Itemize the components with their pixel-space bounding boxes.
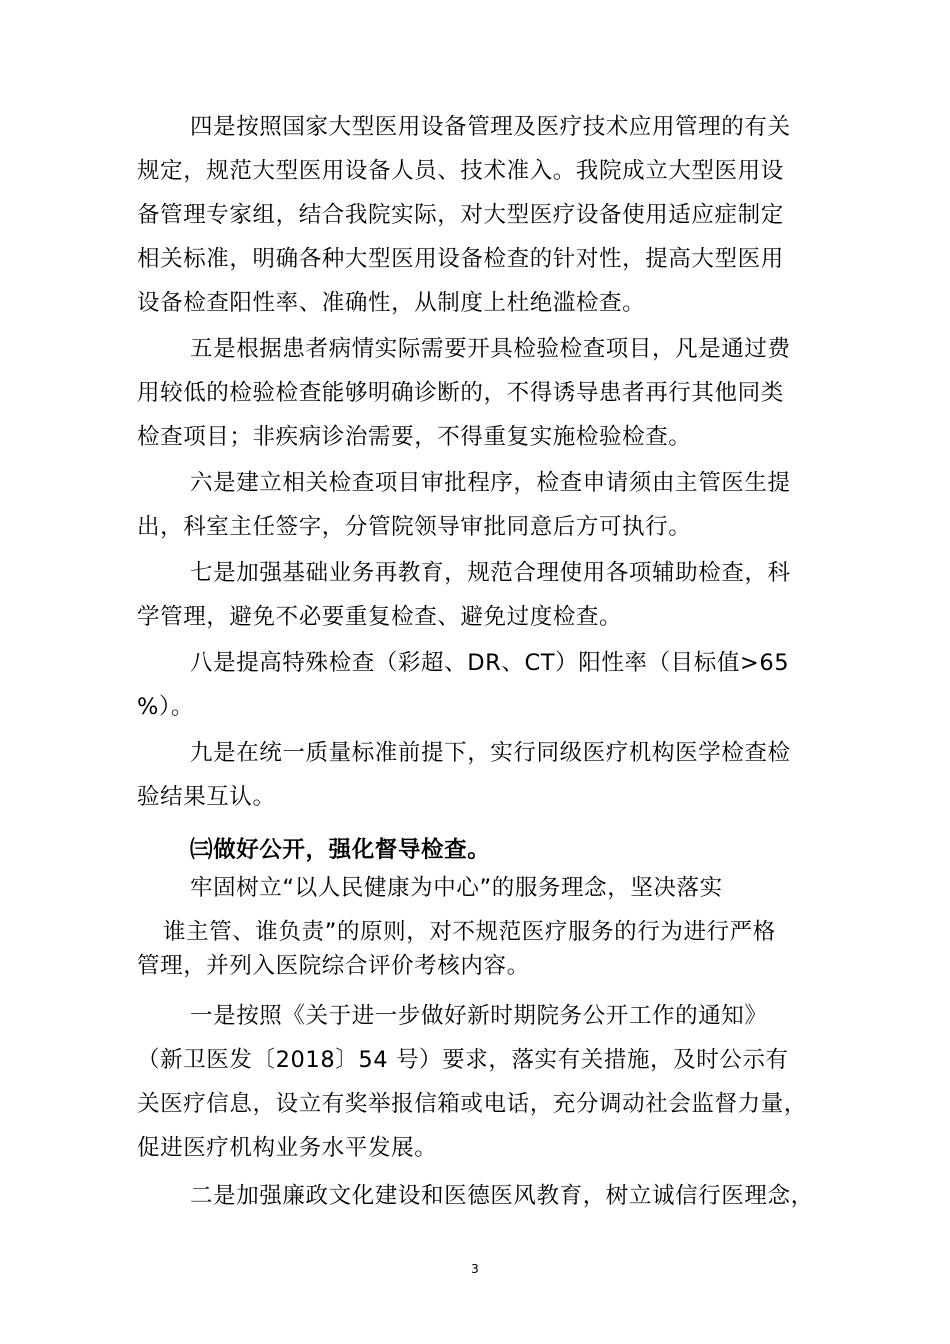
text-line: 学管理，避免不必要重复检查、避免过度检查。: [137, 604, 623, 630]
text-line: 五是根据患者病情实际需要开具检验检查项目，凡是通过费: [190, 336, 791, 362]
text-line: 二是加强廉政文化建设和医德医风教育，树立诚信行医理念，: [190, 1183, 814, 1209]
text-line: 九是在统一质量标准前提下，实行同级医疗机构医学检查检: [190, 740, 791, 766]
text-line: 验结果互认。: [137, 784, 276, 810]
text-line: 相关标准，明确各种大型医用设备检查的针对性，提高大型医用: [137, 246, 784, 272]
text-line: 谁主管、谁负责”的原则，对不规范医疗服务的行为进行严格: [163, 919, 776, 945]
text-line: 七是加强基础业务再教育，规范合理使用各项辅助检查，科: [190, 560, 791, 586]
text-line: 用较低的检验检查能够明确诊断的，不得诱导患者再行其他同类: [137, 380, 784, 406]
text-line: 规定，规范大型医用设备人员、技术准入。我院成立大型医用设: [137, 158, 784, 184]
text-line: 出，科室主任签字，分管院领导审批同意后方可执行。: [137, 514, 692, 540]
page-number: 3: [471, 1262, 479, 1276]
text-line: 管理，并列入医院综合评价考核内容。: [137, 953, 530, 979]
text-line: 设备检查阳性率、准确性，从制度上杜绝滥检查。: [137, 290, 646, 316]
text-line: 八是提高特殊检查（彩超、DR、CT）阳性率（目标值>65: [190, 650, 790, 676]
text-line: 一是按照《关于进一步做好新时期院务公开工作的通知》: [190, 1003, 768, 1029]
text-line: %）。: [137, 694, 194, 720]
text-line: 牢固树立“以人民健康为中心”的服务理念，坚决落实: [190, 875, 723, 901]
text-line: 促进医疗机构业务水平发展。: [137, 1135, 438, 1161]
text-line: 关医疗信息，设立有奖举报信箱或电话，充分调动社会监督力量，: [137, 1091, 807, 1117]
text-line: 四是按照国家大型医用设备管理及医疗技术应用管理的有关: [190, 114, 791, 140]
text-line: 六是建立相关检查项目审批程序，检查申请须由主管医生提: [190, 470, 791, 496]
text-line: 检查项目；非疾病诊治需要，不得重复实施检验检查。: [137, 424, 692, 450]
text-line: （新卫医发〔2018〕54 号）要求，落实有关措施，及时公示有: [137, 1047, 789, 1073]
section-heading: ㈢做好公开，强化督导检查。: [190, 837, 491, 863]
text-line: 备管理专家组，结合我院实际，对大型医疗设备使用适应症制定: [137, 202, 784, 228]
